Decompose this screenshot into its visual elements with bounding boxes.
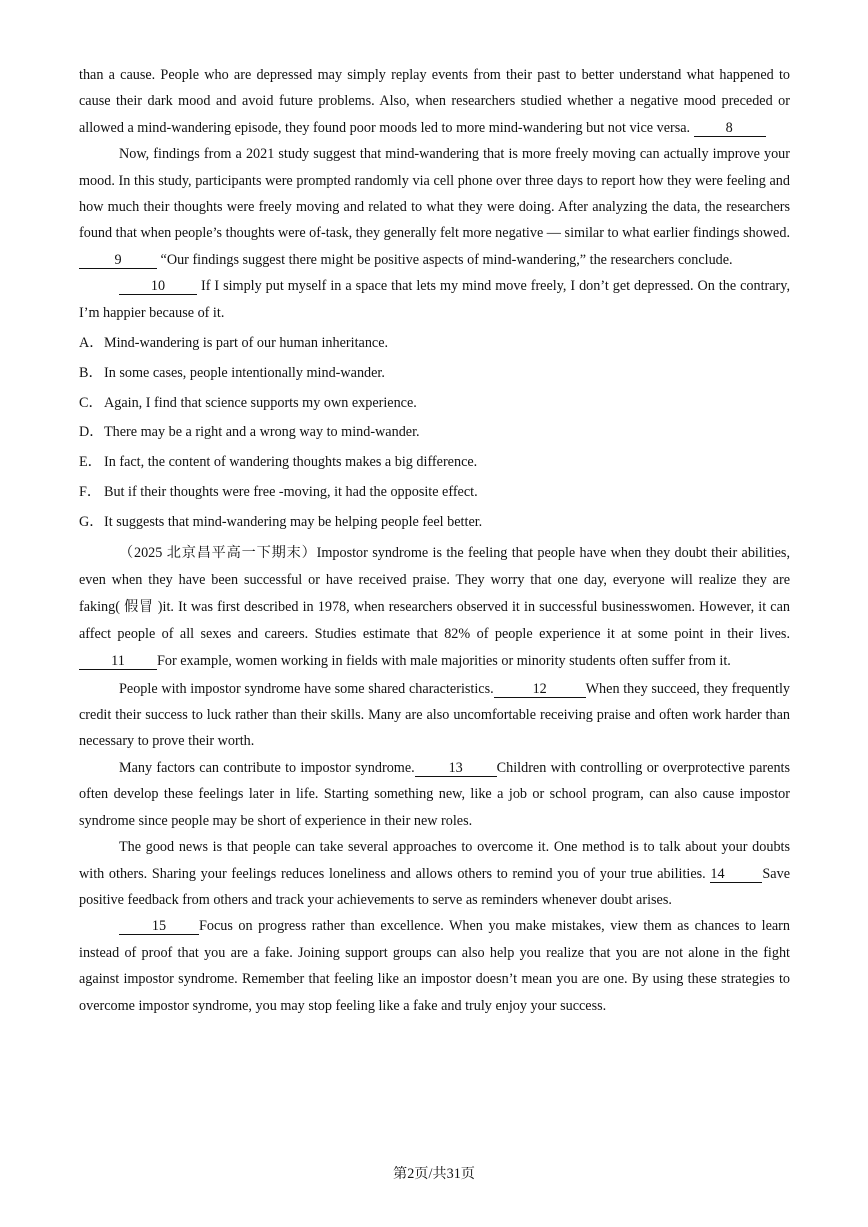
option-text: It suggests that mind-wandering may be helping people feel better. xyxy=(104,513,483,530)
paragraph-text: People with impostor syndrome have some shared characteristics. xyxy=(119,680,494,697)
paragraph-text: The good news is that people can take several approaches to overcome it. One method is to talk about your doubts with others. Sharing your feelings reduces loneliness and allows others to remind you of your true abilities. xyxy=(79,839,790,882)
option-g xyxy=(79,508,790,538)
answer-blank-15: 15 xyxy=(119,918,199,935)
paragraph-text: Many factors can contribute to impostor syndrome. xyxy=(119,759,415,776)
paragraph-text: Save positive feedback from others and track your achievements to serve as reminders whenever doubt arises. xyxy=(79,865,791,908)
paragraph-text: Now, findings from a 2021 study suggest that mind-wandering that is more freely moving can actually improve your mood. In this study, participants were prompted randomly via cell phone over three days to report how they were feeling and how much their thoughts were freely moving and related to what they were doing. After analyzing the data, the researchers found that when people’s thoughts were of-task, they generally felt more negative — similar to what earlier findings showed. xyxy=(79,146,790,242)
option-f xyxy=(79,478,790,508)
option-c xyxy=(79,389,790,419)
answer-blank-10: 10 xyxy=(119,278,197,295)
answer-blank-11: 11 xyxy=(79,653,157,670)
page-number-footer: 第2页/共31页 xyxy=(393,1166,475,1182)
paragraph-text: For example, women working in fields with male majorities or minority students often suffer from it. xyxy=(157,653,731,670)
option-key: G． xyxy=(79,513,104,530)
paragraph xyxy=(79,273,790,326)
option-text: Again, I find that science supports my own experience. xyxy=(104,394,417,411)
answer-blank-9: 9 xyxy=(79,252,157,269)
paragraph xyxy=(79,913,790,1019)
option-text: In fact, the content of wandering thoughts makes a big difference. xyxy=(104,454,478,471)
option-text: But if their thoughts were free -moving, it had the opposite effect. xyxy=(104,484,478,501)
option-a xyxy=(79,329,790,359)
paragraph xyxy=(79,540,790,676)
option-text: Mind-wandering is part of our human inheritance. xyxy=(104,335,389,352)
answer-blank-8: 8 xyxy=(694,120,766,137)
option-key: D． xyxy=(79,424,104,441)
option-list xyxy=(79,329,790,538)
paragraph xyxy=(79,834,790,913)
option-key: E． xyxy=(79,454,102,471)
option-d xyxy=(79,418,790,448)
source-label: （2025 北京昌平高一下期末） xyxy=(119,544,317,561)
paragraph-text: “Our findings suggest there might be positive aspects of mind-wandering,” the researchers conclude. xyxy=(160,251,733,268)
option-key: F． xyxy=(79,484,102,501)
paragraph-text: If I simply put myself in a space that lets my mind move freely, I don’t get depressed. On the contrary, I’m happier because of it. xyxy=(79,278,790,321)
option-key: B． xyxy=(79,364,103,381)
paragraph xyxy=(79,62,790,141)
paragraph-text: than a cause. People who are depressed may simply replay events from their past to better understand what happened to cause their dark mood and avoid future problems. Also, when researchers studied whether a negative mood preceded or allowed a mind-wandering episode, they found poor moods led to more mind-wandering but not vice versa. xyxy=(79,67,790,136)
answer-blank-14: 14 xyxy=(710,866,762,883)
answer-blank-13: 13 xyxy=(415,760,497,777)
option-key: C． xyxy=(79,394,103,411)
document-page xyxy=(79,62,790,1019)
option-text: There may be a right and a wrong way to mind-wander. xyxy=(104,424,420,441)
option-text: In some cases, people intentionally mind-wander. xyxy=(104,364,385,381)
paragraph-text: Children with controlling or overprotective parents often develop these feelings later in life. Starting something new, like a job or school program, can also cause impostor syndrome since people may be short of experience in their new roles. xyxy=(79,759,790,829)
option-b xyxy=(79,359,790,389)
paragraph xyxy=(79,676,790,755)
paragraph-text: Impostor syndrome is the feeling that people have when they doubt their abilities, even when they have been successful or have received praise. They worry that one day, everyone will realize they are faking( 假冒 )it. It was first described in 1978, when researchers observed it in successful businesswomen. However, it can affect people of all sexes and careers. Studies estimate that 82% of people experience it at some point in their lives. xyxy=(79,544,790,643)
paragraph-text: When they succeed, they frequently credit their success to luck rather than their skills. Many are also uncomfortable receiving praise and often work harder than necessary to prove their worth. xyxy=(79,680,790,750)
paragraph xyxy=(79,755,790,834)
option-e xyxy=(79,448,790,478)
paragraph xyxy=(79,141,790,273)
answer-blank-12: 12 xyxy=(494,681,586,698)
option-key: A． xyxy=(79,335,104,352)
paragraph-text: Focus on progress rather than excellence. When you make mistakes, view them as chances to learn instead of proof that you are a fake. Joining support groups can also help you realize that you are not alone in the fight against impostor syndrome. Remember that feeling like an impostor doesn’t mean you are one. By using these strategies to overcome impostor syndrome, you may stop feeling like a fake and truly enjoy your success. xyxy=(79,918,790,1014)
